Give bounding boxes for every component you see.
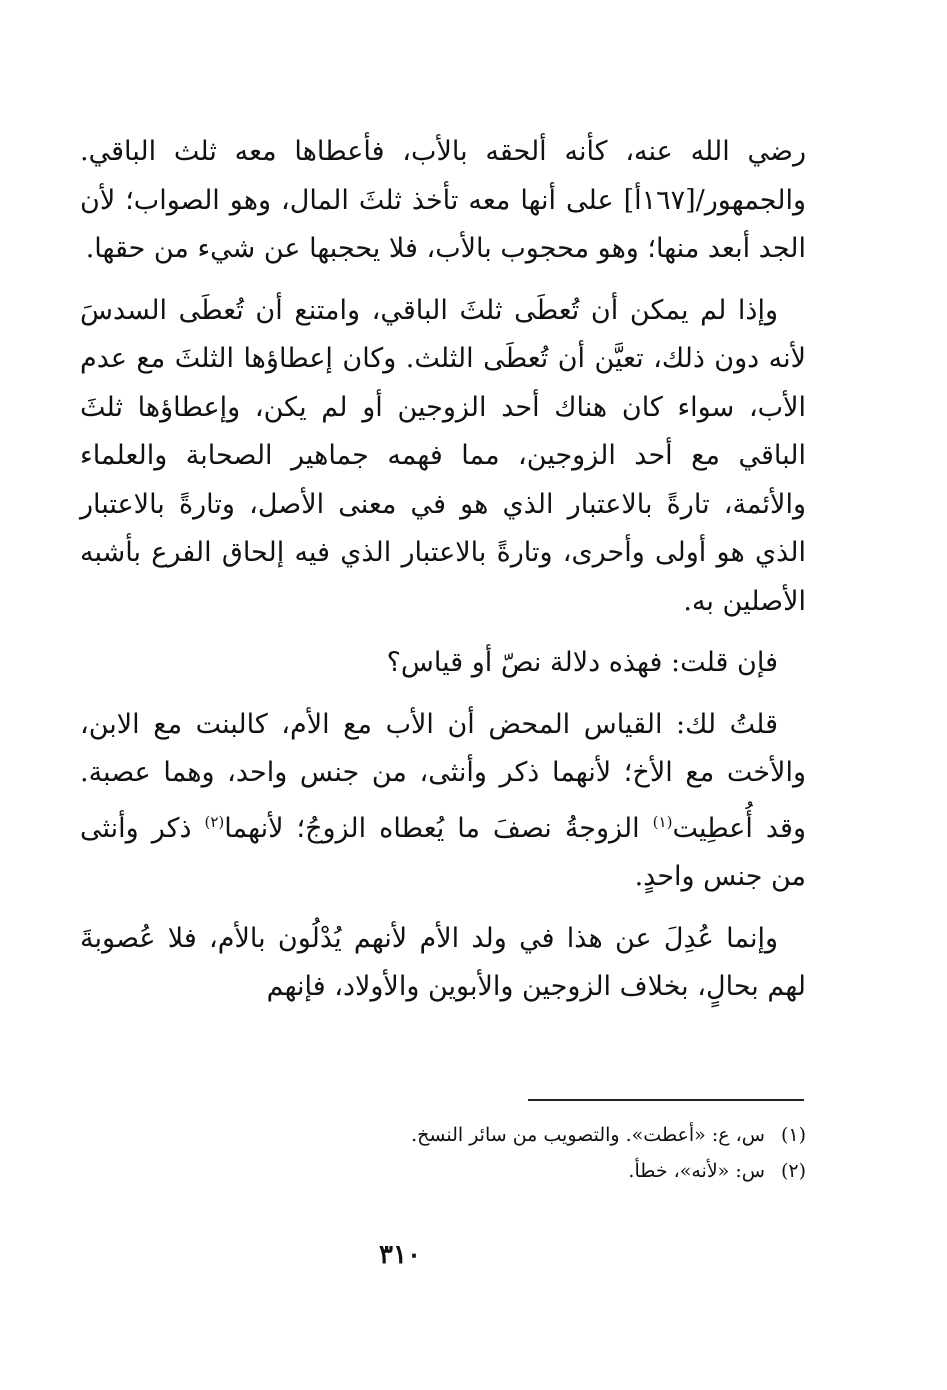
main-text <box>80 128 806 1025</box>
footnote-1-text: س، ع: «أعطت». والتصويب من سائر النسخ. <box>411 1124 765 1146</box>
paragraph-4-part-a: قلتُ لك: القياس المحض أن الأب مع الأم، كالبنت مع الابن، والأخت مع الأخ؛ لأنهما ذكر وأنثى، من جنس واحد، وهما عصبة. وقد أُعطِيت <box>80 708 806 844</box>
paragraph-2: وإذا لم يمكن أن تُعطَى ثلثَ الباقي، وامتنع أن تُعطَى السدسَ لأنه دون ذلك، تعيَّن أن تُعطَى الثلث. وكان إعطاؤها الثلثَ مع عدم الأب، سواء كان هناك أحد الزوجين أو لم يكن، وإعطاؤها ثلثَ الباقي مع أحد الزوجين، مما فهمه جماهير الصحابة والعلماء والأئمة، تارةً بالاعتبار الذي هو في معنى الأصل، وتارةً بالاعتبار الذي هو أولى وأحرى، وتارةً بالاعتبار الذي فيه إلحاق الفرع بأشبه الأصلين به. <box>80 294 806 617</box>
page-number: ٣١٠ <box>379 1240 421 1270</box>
paragraph-4-part-b: الزوجةُ نصفَ ما يُعطاه الزوجُ؛ لأنهما <box>224 812 653 844</box>
paragraph-4 <box>80 701 806 902</box>
paragraph-1: رضي الله عنه، كأنه ألحقه بالأب، فأعطاها معه ثلث الباقي. والجمهور/[١٦٧أ] على أنها معه تأخذ ثلثَ المال، وهو الصواب؛ لأن الجد أبعد منها؛ وهو محجوب بالأب، فلا يحجبها عن شيء من حقها. <box>80 136 806 264</box>
paragraph-3: فإن قلت: فهذه دلالة نصّ أو قياس؟ <box>386 647 778 678</box>
footnote-1 <box>300 1117 806 1153</box>
footnote-divider <box>528 1099 804 1101</box>
paragraph-4-part-c: ذكر وأنثى من جنس واحدٍ. <box>80 812 806 892</box>
paragraph-5: وإنما عُدِلَ عن هذا في ولد الأم لأنهم يُدْلُون بالأم، فلا عُصوبةَ لهم بحالٍ، بخلاف الزوجين والأبوين والأولاد، فإنهم <box>80 922 806 1002</box>
footnote-ref-2: (٢) <box>204 812 225 831</box>
footnote-1-number: (١) <box>780 1124 806 1146</box>
footnotes <box>300 1117 806 1189</box>
footnote-2-text: س: «لأنه»، خطأ. <box>628 1160 765 1182</box>
footnote-2 <box>300 1153 806 1189</box>
footnote-2-number: (٢) <box>780 1160 806 1182</box>
footnote-ref-1: (١) <box>652 812 673 831</box>
